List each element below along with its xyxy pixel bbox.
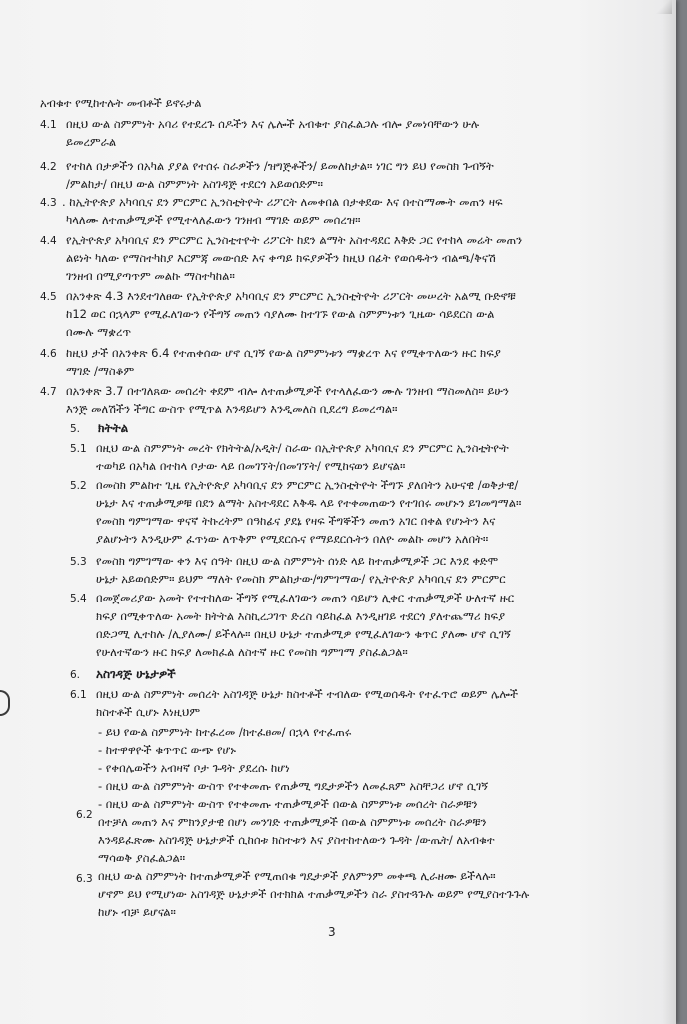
item-line: እንጅ መለሽችን ችግር ውስጥ የሚጥል እንዳይሆን እንዲመለስ ቢደረግ ይመረጣል። xyxy=(66,402,398,416)
item-line: ከሆኑ ብቻ ይሆናል። xyxy=(98,905,176,919)
item-line: በሙሉ ማቋረጥ xyxy=(66,325,132,339)
item-number: 4.1 xyxy=(40,119,57,131)
item-number: 4.3 xyxy=(40,197,57,209)
item-line: የተከለ በታዎችን በአካል ያያል የተሰሩ ስራዎችን /ዝግጅቶችን/ ይመለከታል። ነገር ግን ይህ የመስክ ጉብኝት xyxy=(66,159,494,173)
page-number: 3 xyxy=(328,925,336,939)
item-line: በዚህ ውል ስምምነት አባሪ የተደረጉ ሰዶችን እና ሌሎች አብቁተ ያስፈልጋሉ ብሎ ያመነባቸውን ሁሉ xyxy=(66,117,480,131)
item-line: ያልሆኑትን እንዲሁም ፈጥነው ለጥቅም የሚደርሱና የማይደርሱትን በለዮ መልኩ መሆን አለበት። xyxy=(96,532,489,546)
item-number: 5.4 xyxy=(70,593,87,605)
item-line: በድጋሚ ሊተከሉ /ሊያለሙ/ ይችላሉ። በዚህ ሁኔታ ተጠቃሚዎ የሚፈለገውን ቁጥር ያለሙ ሆኖ ሲገኝ xyxy=(96,627,511,641)
section-heading: ክትትል xyxy=(98,421,129,435)
item-line: ከ12 ወር በኋላም የሚፈለገውን የችግኝ መጠን ሳያለሙ ከተገኙ የውል ስምምነቱን ጊዜው ሳይደርስ ውል xyxy=(66,307,495,321)
item-line: በመስክ ምልከተ ጊዜ የኢትዮጵያ አካባቢና ደን ምርምር ኢንስቲትዮት ችግኙ ያለበትን አሁናዊ /ወቅታዊ/ xyxy=(96,478,519,492)
section-number: 5. xyxy=(70,423,81,435)
item-line: በዚህ ውል ስምምነት ከተጠቃሚዎች የሚጠበቁ ግዴታዎች ያለምንም መቀጫ ሊራዘሙ ይችላሉ። xyxy=(98,869,496,883)
item-line: እንዳይፈጽሙ አስገዳጅ ሁኔታዎች ሲከሰቱ ክስተቱን እና ያስተከተለውን ጉዳት /ውጤት/ ለአብቁተ xyxy=(98,833,495,847)
item-line: ሁኔታ አይወሰድም። ይህም ማለት የመስክ ምልከታው/ግምገማው/ የኢትዮጵያ አካባቢና ደን ምርምር xyxy=(96,572,506,586)
item-line: /ምልከታ/ በዚህ ውል ስምምነት አስገዳጅ ተደርጎ አይወሰድም። xyxy=(66,177,324,191)
item-number: 4.5 xyxy=(40,291,57,303)
item-line: በዚህ ውል ስምምነት መረት የክትትል/አዲት/ ስራው በኢትዮጵያ አካባቢና ደን ምርምር ኢንስቲትዮት xyxy=(96,441,509,455)
list-item: - በዚህ ውል ስምምነት ውስጥ የተቀመጡ የጠቃሚ ግዴታዎችን ለመፈጸም አስቸጋሪ ሆኖ ሲገኝ xyxy=(98,779,489,793)
item-number: 5.3 xyxy=(70,556,87,568)
item-line: ክስተቶች ሲሆኑ እነዚህም xyxy=(96,705,201,719)
item-line: ይመረምራል xyxy=(66,135,117,149)
list-item: - በዚህ ውል ስምምነት ውስጥ የተቀመጡ ተጠቃሚዎች በውል ስምምነቱ መሰረት ስራዎቹን xyxy=(98,797,478,811)
list-item: - ይህ የውል ስምምነት ከተፈረመ /ከተፈፀመ/ በኋላ የተፈጠሩ xyxy=(98,725,352,739)
item-line: ሆኖም ይህ የሚሆነው አስገዳጅ ሁኔታዎች በተክክል ተጠቃሚዎችን ስራ ያስተጓጉሉ ወይም የሚያስተጉጉሉ xyxy=(98,887,530,901)
item-line: በዚህ ውል ስምምነት መሰረት አስገዳጅ ሁኔታ ክስተቶች ተብለው የሚወሰዱት የተፈጥሮ ወይም ሌሎች xyxy=(96,687,519,701)
item-line: በመጀመሪያው አመት የተተከለው ችግኝ የሚፈለገውን መጠን ሳይሆን ሊቀር ተጠቃሚዎች ሁለተኛ ዙር xyxy=(96,591,515,605)
item-line: ልዩነት ካለው የማስተካከያ እርምጃ መውሰድ እና ቀጣይ ክፍያዎችን ከዚህ በፊት የወሰዱትን ብልጫ/ቅናሽ xyxy=(66,251,496,265)
item-line: የኢትዮጵያ አካባቢና ደን ምርምር ኢንስቲተዮት ሪፖርት ከደን ልማት አስተዳደር እቅድ ጋር የተከላ መሬት መጠን xyxy=(66,233,523,247)
item-number: 4.7 xyxy=(40,386,57,398)
item-line: የሁለተኛውን ዙር ክፍያ ለመክፈል ለስተኛ ዙር የመስክ ግምገማ ያስፈልጋል። xyxy=(96,645,408,659)
list-item: - ከተዋዋዮች ቁጥጥር ውጭ የሆኑ xyxy=(98,743,236,757)
item-line: ከዚህ ታች በአንቀጽ 6.4 የተጠቀሰው ሆኖ ሲገኝ የውል ስምምነቱን ማቋረጥ እና የሚቀጥለውን ዙር ክፍያ xyxy=(66,346,501,360)
item-line: ማሳወቅ ያስፈልጋል። xyxy=(98,851,186,865)
item-line: በአንቀጽ 3.7 በተገለጸው መሰረት ቀደም ብሎ ለተጠቃሚዎች የተላለፈውን ሙሉ ገንዘብ ማስመለስ። ይሁን xyxy=(66,384,509,398)
list-item: - የቀበሌወችን አብዛኛ ቦታ ጉዳት ያደረሱ ከሆነ xyxy=(98,761,290,775)
item-number: 5.2 xyxy=(70,480,87,492)
item-number: 4.2 xyxy=(40,161,57,173)
item-line: ገንዘብ በሚያጣጥም መልኩ ማስተካከል። xyxy=(66,269,235,283)
intro-line: አብቁተ የሚከተሉት መብቶች ይኖሩታል xyxy=(40,96,202,110)
page-edge-shadow xyxy=(662,0,676,1024)
item-line: ካላለሙ ለተጠቃሚዎች የሚተላለፈውን ገንዘብ ማገድ ወይም መሰረዝ። xyxy=(66,213,361,227)
item-number: 6.3 xyxy=(76,873,93,885)
item-line: የመስክ ግምገማው ዋናኛ ትኩረትም በዓከፊና ያደኔ የዛፍ ችግኞችን መጠን አገር በቀል የሆኑትን እና xyxy=(96,514,496,528)
section-number: 6. xyxy=(70,669,81,681)
section-heading: አስገዳጅ ሁኔታዎች xyxy=(96,667,176,681)
item-line: ክፍያ በሚቀጥለው አመት ክትትል እስኪረጋገጥ ድረስ ሳይከፈል እንዲዘገይ ተደርጎ ያለተጨማሪ ክፍያ xyxy=(96,609,506,623)
item-line: የመስክ ግምገማው ቀን እና ሰዓት በዚህ ውል ስምምነት ሰነድ ላይ ከተጠቃሚዎች ጋር እንደ ቀድሞ xyxy=(96,554,499,568)
item-line: . ከኢትዮጵያ አካባቢና ደን ምርምር ኢንስቲትዮት ሪፖርት ለመቀበል በታቀደው እና በተስማሙት መጠን ዛፍ xyxy=(62,195,503,209)
item-number: 4.4 xyxy=(40,235,57,247)
item-number: 5.1 xyxy=(70,443,87,455)
item-number: 6.2 xyxy=(76,809,93,821)
item-number: 4.6 xyxy=(40,348,57,360)
item-line: ማገድ /ማስቆም xyxy=(66,364,135,378)
item-line: ሁኔታ እና ተጠቃሚዎቹ በደን ልማት አስተዳደር እቅዱ ላይ የተቀመጠውን የተገበሩ መሆኑን ይገመግማል። xyxy=(96,496,522,510)
item-line: በተቻለ መጠን እና ምክንያታዊ በሆነ መንገድ ተጠቃሚዎች በውል ስምምነቱ መሰረት ስራዎቹን xyxy=(98,815,487,829)
item-line: በአንቀጽ 4.3 እንደተገለፀው የኢትዮጵያ አካባቢና ደን ምርምር ኢንስቲትዮት ሪፖርት መሠረት አልሚ ቡድኖቹ xyxy=(66,289,516,303)
item-line: ተወካይ በአካል በተከላ ቦታው ላይ በመገኘት/በመገኘት/ የሚከናወን ይሆናል። xyxy=(96,459,406,473)
item-number: 6.1 xyxy=(70,689,87,701)
